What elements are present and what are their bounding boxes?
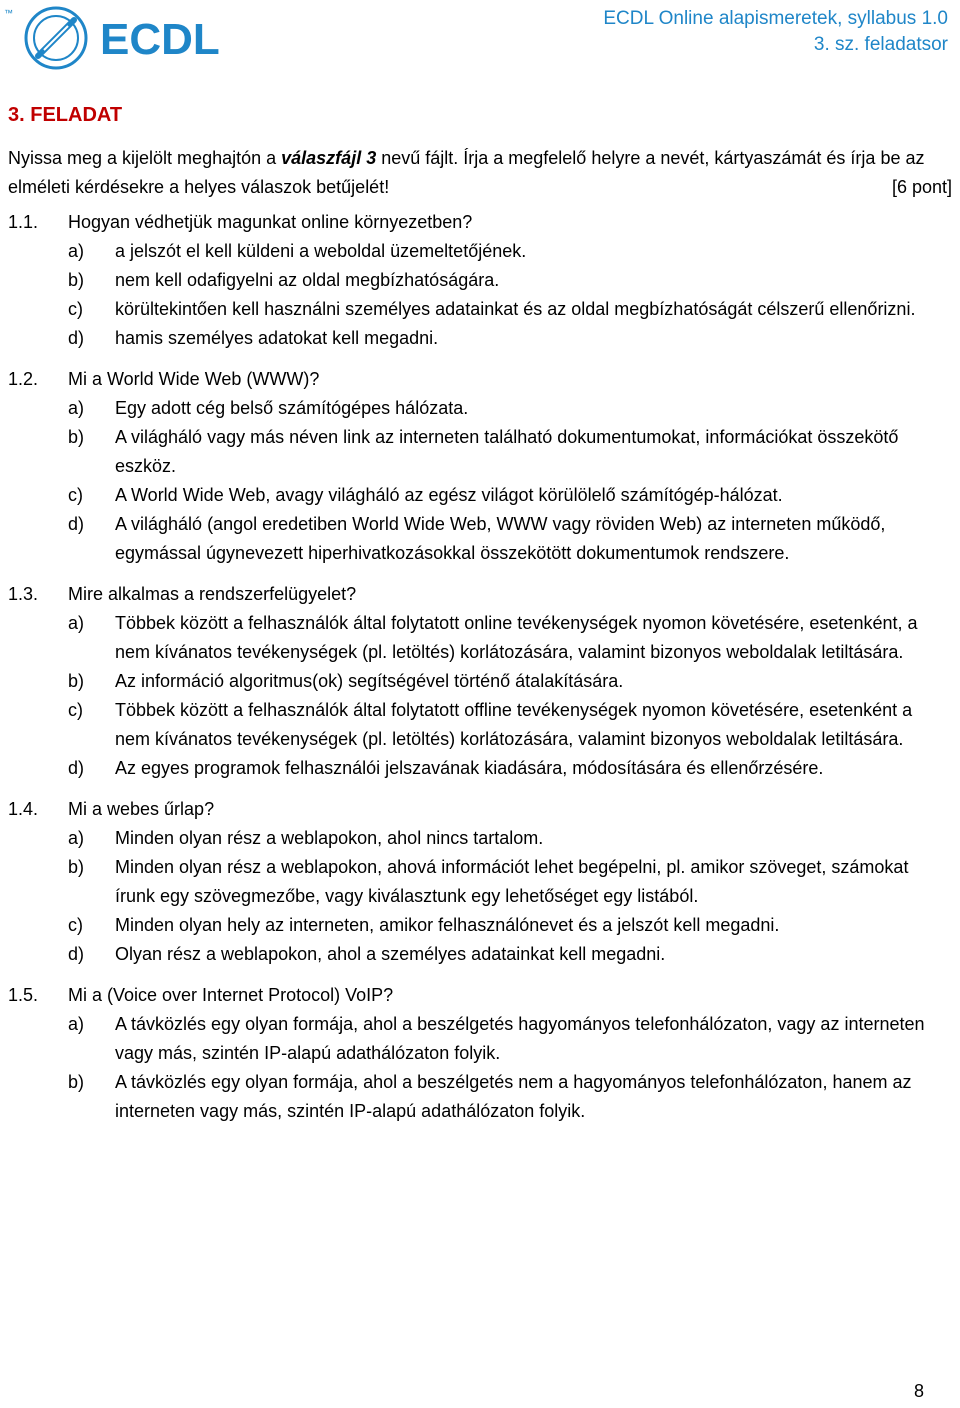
answer-letter: d) <box>68 758 85 778</box>
points-label: [6 pont] <box>891 177 952 197</box>
answer-text: a jelszót el kell küldeni a weboldal üzemeltetőjének. <box>115 241 527 261</box>
question-row <box>8 795 952 824</box>
question-block <box>8 580 952 783</box>
answer-text: A világháló vagy más néven link az interneten található dokumentumokat, információkat összekötő eszköz. <box>115 427 899 476</box>
answer-text: A világháló (angol eredetiben World Wide Web, WWW vagy röviden Web) az interneten működő, egymással úgynevezett hiperhivatkozásokkal összekötött dokumentumok rendszere. <box>115 514 886 563</box>
question-text: Mi a World Wide Web (WWW)? <box>68 369 320 389</box>
answer-letter: a) <box>68 1014 85 1034</box>
answer-option <box>68 911 952 940</box>
answer-option <box>68 696 952 754</box>
answer-option <box>68 394 952 423</box>
answer-letter: b) <box>68 270 85 290</box>
answer-text: Többek között a felhasználók által folytatott offline tevékenységek nyomon követésére, esetenként a nem kívánatos tevékenységek (pl. letöltés) korlátozására, valamint bizonyos weboldalak letiltására. <box>115 700 913 749</box>
answer-text: hamis személyes adatokat kell megadni. <box>115 328 439 348</box>
question-block <box>8 795 952 969</box>
answer-option <box>68 853 952 911</box>
answer-letter: c) <box>68 485 83 505</box>
question-text: Hogyan védhetjük magunkat online környezetben? <box>68 212 473 232</box>
intro-text-2: nevű fájlt. Írja a megfelelő helyre a nevét, kártyaszámát és írja be az elméleti kérdésekre a helyes válaszok betűjelét! <box>8 148 925 197</box>
logo-text: ECDL <box>100 15 220 64</box>
answer-letter: b) <box>68 1072 85 1092</box>
answer-letter: a) <box>68 398 85 418</box>
question-block <box>8 208 952 353</box>
question-block <box>8 365 952 568</box>
answer-letter: c) <box>68 700 83 720</box>
question-row <box>8 365 952 394</box>
question-number: 1.2. <box>8 369 39 389</box>
answer-option <box>68 237 952 266</box>
question-number: 1.4. <box>8 799 39 819</box>
question-text: Mi a webes űrlap? <box>68 799 215 819</box>
page-number: 8 <box>913 1381 924 1401</box>
trademark-symbol: ™ <box>4 8 13 18</box>
answer-letter: c) <box>68 299 83 319</box>
answer-text: Minden olyan rész a weblapokon, ahol nincs tartalom. <box>115 828 544 848</box>
answer-letter: b) <box>68 857 85 877</box>
answer-option <box>68 510 952 568</box>
answer-text: Egy adott cég belső számítógépes hálózata. <box>115 398 469 418</box>
answer-text: Minden olyan rész a weblapokon, ahová információt lehet begépelni, pl. amikor szöveget, számokat írunk egy szövegmezőbe, vagy kiválasztunk egy lehetőséget egy listából. <box>115 857 909 906</box>
question-list <box>8 208 952 1126</box>
answer-letter: c) <box>68 915 83 935</box>
answer-text: Az információ algoritmus(ok) segítségével történő átalakítására. <box>115 671 624 691</box>
question-row <box>8 981 952 1010</box>
answer-text: A World Wide Web, avagy világháló az egész világot körülölelő számítógép-hálózat. <box>115 485 783 505</box>
answer-letter: d) <box>68 944 85 964</box>
answer-text: Többek között a felhasználók által folytatott online tevékenységek nyomon követésére, esetenként, a nem kívánatos tevékenységek (pl. letöltés) korlátozására, valamint bizonyos weboldalak letiltására. <box>115 613 918 662</box>
answer-option <box>68 754 952 783</box>
answer-option <box>68 1068 952 1126</box>
intro-filename: válaszfájl 3 <box>281 148 377 168</box>
document-header <box>603 6 948 58</box>
answer-option <box>68 324 952 353</box>
answer-option <box>68 1010 952 1068</box>
intro-text-1: Nyissa meg a kijelölt meghajtón a <box>8 148 282 168</box>
header-subtitle: 3. sz. feladatsor <box>813 34 948 55</box>
ecdl-logo <box>4 2 224 74</box>
question-block <box>8 981 952 1126</box>
answer-text: A távközlés egy olyan formája, ahol a beszélgetés nem a hagyományos telefonhálózaton, hanem az interneten vagy más, szintén IP-alapú adathálózaton folyik. <box>115 1072 912 1121</box>
answer-text: Az egyes programok felhasználói jelszavának kiadására, módosítására és ellenőrzésére. <box>115 758 824 778</box>
answer-option <box>68 266 952 295</box>
question-row <box>8 208 952 237</box>
answer-text: Olyan rész a weblapokon, ahol a személyes adatainkat kell megadni. <box>115 944 666 964</box>
question-row <box>8 580 952 609</box>
answer-option <box>68 940 952 969</box>
question-text: Mire alkalmas a rendszerfelügyelet? <box>68 584 357 604</box>
answer-option <box>68 824 952 853</box>
answer-option <box>68 609 952 667</box>
answer-letter: d) <box>68 328 85 348</box>
answer-letter: a) <box>68 613 85 633</box>
question-text: Mi a (Voice over Internet Protocol) VoIP? <box>68 985 394 1005</box>
section-title: 3. FELADAT <box>8 104 123 126</box>
exam-content <box>8 100 952 1126</box>
header-title: ECDL Online alapismeretek, syllabus 1.0 <box>603 8 948 29</box>
answer-letter: b) <box>68 671 85 691</box>
answer-option <box>68 667 952 696</box>
answer-option <box>68 295 952 324</box>
answer-option <box>68 423 952 481</box>
answer-letter: b) <box>68 427 85 447</box>
answer-text: Minden olyan hely az interneten, amikor felhasználónevet és a jelszót kell megadni. <box>115 915 780 935</box>
answer-text: körültekintően kell használni személyes adatainkat és az oldal megbízhatóságát célszerű ellenőrizni. <box>115 299 916 319</box>
question-number: 1.5. <box>8 985 39 1005</box>
task-instructions <box>8 144 952 202</box>
answer-text: nem kell odafigyelni az oldal megbízhatóságára. <box>115 270 500 290</box>
question-number: 1.1. <box>8 212 39 232</box>
answer-letter: a) <box>68 241 85 261</box>
answer-option <box>68 481 952 510</box>
answer-letter: a) <box>68 828 85 848</box>
answer-text: A távközlés egy olyan formája, ahol a beszélgetés hagyományos telefonhálózaton, vagy az interneten vagy más, szintén IP-alapú adathálózaton folyik. <box>115 1014 925 1063</box>
answer-letter: d) <box>68 514 85 534</box>
question-number: 1.3. <box>8 584 39 604</box>
